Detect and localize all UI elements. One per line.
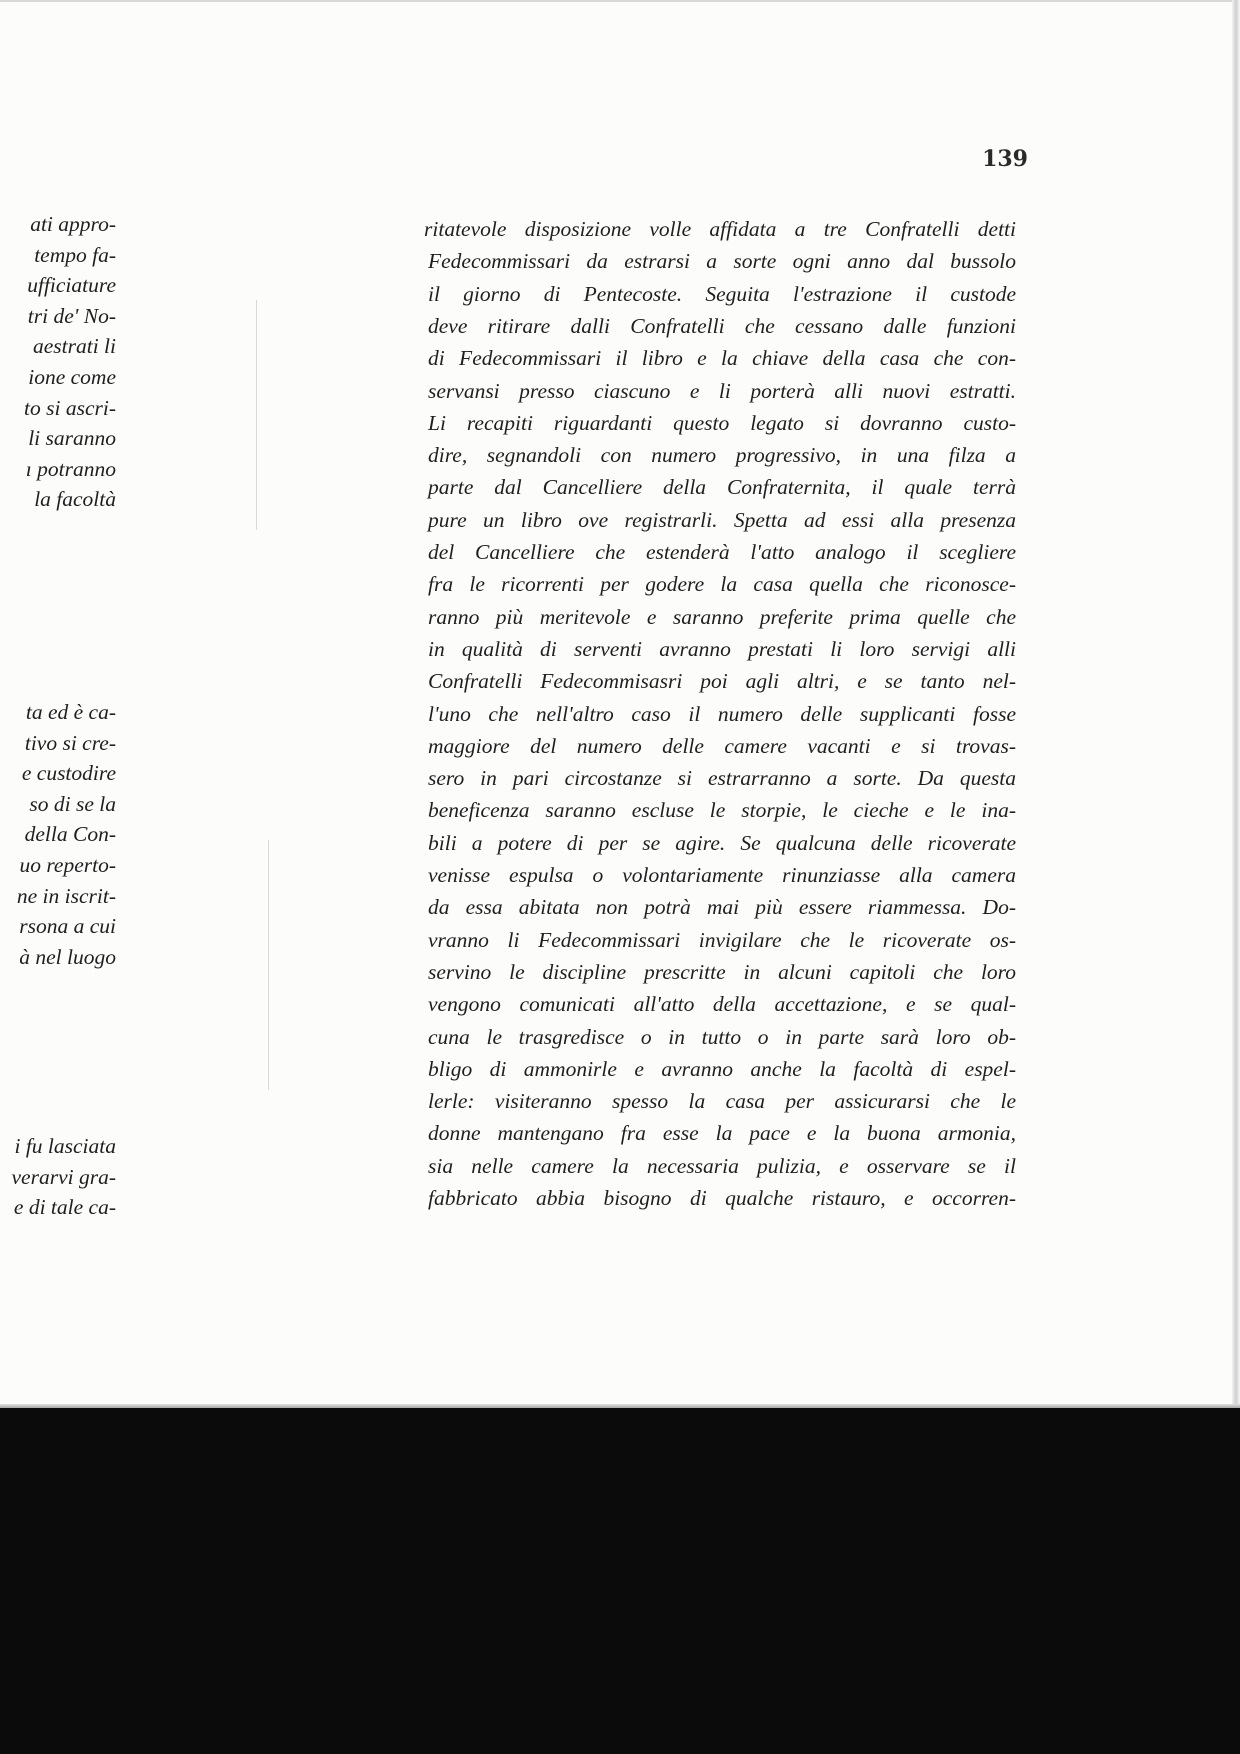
- left-fragment-line: tempo fa-: [34, 242, 116, 267]
- left-fragment-line: ufficiature: [27, 273, 116, 298]
- text-line: l'uno che nell'altro caso il numero delle supplicanti fosse: [428, 701, 1016, 726]
- text-line: deve ritirare dalli Confratelli che cessano dalle funzioni: [428, 313, 1016, 338]
- text-line: maggiore del numero delle camere vacanti e si trovas-: [428, 733, 1016, 758]
- left-fragment-line: tri de' No-: [27, 303, 116, 328]
- left-fragment-line: e custodire: [21, 761, 116, 786]
- text-line: venisse espulsa o volontariamente rinunziasse alla camera: [428, 863, 1016, 887]
- left-fragment-line: i fu lasciata: [14, 1134, 116, 1158]
- text-line: Confratelli Fedecommisasri poi agli altri, e se tanto nel-: [428, 669, 1016, 694]
- left-fragment-line: tivo si cre-: [24, 730, 116, 755]
- page-top-edge: [0, 0, 1240, 2]
- text-line: sero in pari circostanze si estrarranno a sorte. Da questa: [428, 766, 1016, 791]
- text-line: ritatevole disposizione volle affidata a tre Confratelli detti: [424, 217, 1016, 241]
- left-fragment-line: rsona a cui: [19, 914, 116, 939]
- left-fragment-line: della Con-: [24, 822, 116, 847]
- left-fragment-line: li saranno: [28, 426, 116, 451]
- text-line: fabbricato abbia bisogno di qualche ristauro, e occorren-: [428, 1186, 1016, 1210]
- left-fragment-line: la facoltà: [34, 487, 116, 512]
- text-line: Fedecommissari da estrarsi a sorte ogni anno dal bussolo: [428, 249, 1016, 274]
- text-line: parte dal Cancelliere della Confraternita, il quale terrà: [428, 475, 1016, 500]
- left-fragment-line: ı potranno: [25, 456, 116, 481]
- gutter-shadow-line: [268, 840, 269, 1090]
- text-line: il giorno di Pentecoste. Seguita l'estrazione il custode: [428, 281, 1016, 306]
- gutter-shadow-line: [256, 300, 257, 530]
- text-line: in qualità di serventi avranno prestati li loro servigi alli: [428, 636, 1016, 661]
- page-number: 139: [982, 146, 1028, 172]
- text-line: sia nelle camere la necessaria pulizia, e osservare se il: [428, 1153, 1016, 1178]
- left-fragment-line: so di se la: [29, 791, 116, 816]
- text-line: donne mantengano fra esse la pace e la buona armonia,: [428, 1121, 1016, 1146]
- left-fragment-line: e di tale ca-: [13, 1195, 116, 1220]
- text-line: Li recapiti riguardanti questo legato si dovranno custo-: [428, 410, 1016, 435]
- text-line: lerle: visiteranno spesso la casa per assicurarsi che le: [428, 1089, 1016, 1114]
- left-fragment-line: à nel luogo: [19, 944, 116, 969]
- left-fragment-line: to si ascri-: [24, 395, 116, 420]
- left-fragment-line: verarvi gra-: [11, 1164, 116, 1189]
- text-line: vranno li Fedecommissari invigilare che le ricoverate os-: [428, 927, 1016, 952]
- text-line: da essa abitata non potrà mai più essere riammessa. Do-: [428, 895, 1016, 920]
- text-line: fra le ricorrenti per godere la casa quella che riconosce-: [428, 572, 1016, 597]
- page-right-edge: [1232, 0, 1240, 1410]
- text-line: ranno più meritevole e saranno preferite prima quelle che: [428, 604, 1016, 629]
- text-line: servansi presso ciascuno e li porterà alli nuovi estratti.: [428, 378, 1016, 403]
- text-line: beneficenza saranno escluse le storpie, le cieche e le ina-: [428, 798, 1016, 823]
- text-line: servino le discipline prescritte in alcuni capitoli che loro: [428, 959, 1016, 984]
- text-line: bligo di ammonirle e avranno anche la facoltà di espel-: [428, 1056, 1016, 1081]
- left-fragment-line: ati appro-: [30, 212, 116, 236]
- text-line: del Cancelliere che estenderà l'atto analogo il scegliere: [428, 540, 1016, 564]
- left-fragment-line: ione come: [28, 365, 116, 389]
- text-line: cuna le trasgredisce o in tutto o in parte sarà loro ob-: [428, 1024, 1016, 1049]
- text-line: bili a potere di per se agire. Se qualcuna delle ricoverate: [428, 830, 1016, 855]
- left-fragment-line: ta ed è ca-: [25, 700, 116, 724]
- text-line: di Fedecommissari il libro e la chiave della casa che con-: [428, 346, 1016, 371]
- left-fragment-line: aestrati li: [32, 334, 116, 359]
- left-fragment-line: ne in iscrit-: [16, 883, 116, 908]
- text-line: dire, segnandoli con numero progressivo, in una filza a: [428, 443, 1016, 468]
- scanner-background: [0, 1408, 1240, 1754]
- left-fragment-line: uo reperto-: [19, 853, 116, 877]
- text-line: pure un libro ove registrarli. Spetta ad essi alla presenza: [428, 507, 1016, 532]
- text-line: vengono comunicati all'atto della accettazione, e se qual-: [428, 992, 1016, 1017]
